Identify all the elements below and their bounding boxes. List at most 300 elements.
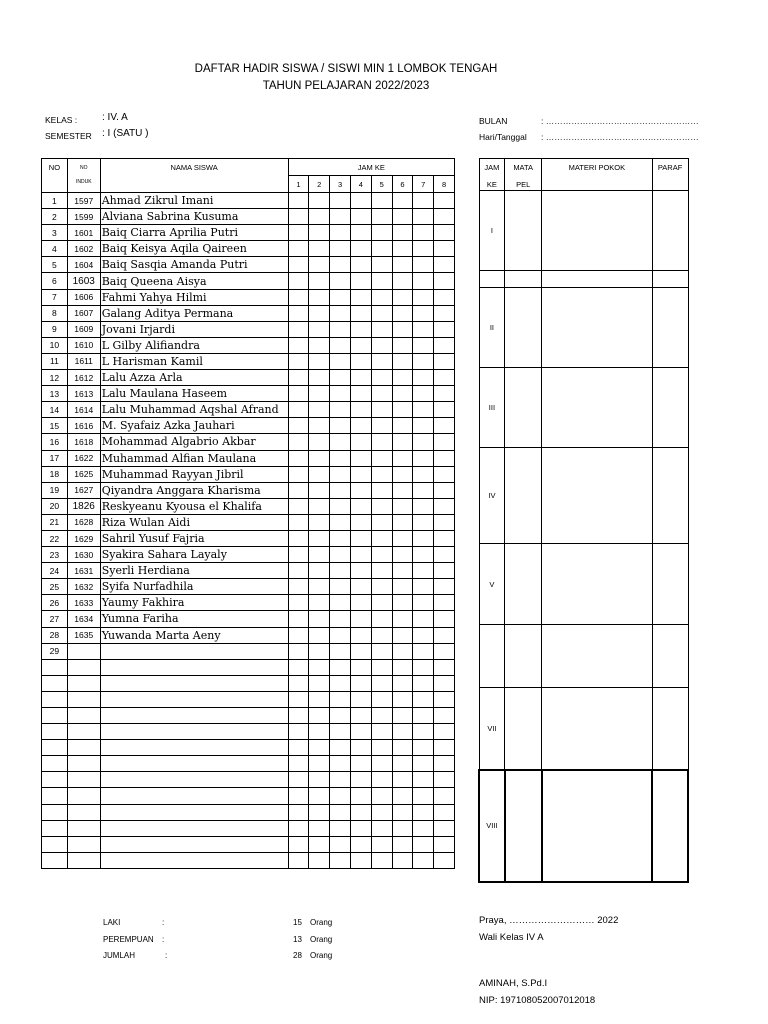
attendance-cell xyxy=(371,579,392,595)
row-no-induk xyxy=(67,836,100,852)
attendance-cell xyxy=(309,209,330,225)
attendance-cell xyxy=(350,257,371,273)
table-row xyxy=(42,370,455,386)
row-number: 21 xyxy=(42,514,68,530)
attendance-cell xyxy=(371,193,392,209)
journal-row xyxy=(479,688,688,770)
table-row xyxy=(42,193,455,209)
attendance-cell xyxy=(371,402,392,418)
row-number xyxy=(42,772,68,788)
journal-row xyxy=(479,191,688,271)
row-number: 7 xyxy=(42,289,68,305)
row-student-name: Galang Aditya Permana xyxy=(100,305,288,321)
row-no-induk: 1601 xyxy=(67,225,100,241)
journal-materi-cell xyxy=(542,625,653,688)
attendance-cell xyxy=(330,498,351,514)
journal-period: VII xyxy=(479,688,505,770)
attendance-cell xyxy=(413,386,434,402)
attendance-cell xyxy=(413,225,434,241)
attendance-cell xyxy=(350,804,371,820)
attendance-cell xyxy=(330,772,351,788)
attendance-cell xyxy=(434,804,455,820)
attendance-cell xyxy=(309,788,330,804)
attendance-cell xyxy=(309,756,330,772)
attendance-cell xyxy=(309,852,330,868)
journal-mapel-cell xyxy=(505,448,542,544)
row-no-induk xyxy=(67,643,100,659)
row-no-induk: 1611 xyxy=(67,353,100,369)
journal-row xyxy=(479,448,688,544)
attendance-cell xyxy=(371,659,392,675)
attendance-cell xyxy=(330,225,351,241)
attendance-cell xyxy=(413,337,434,353)
jam-number-header: 3 xyxy=(330,176,351,193)
row-no-induk: 1633 xyxy=(67,595,100,611)
attendance-cell xyxy=(371,353,392,369)
row-no-induk: 1610 xyxy=(67,337,100,353)
row-no-induk: 1614 xyxy=(67,402,100,418)
place-date: Praya, ……………………… 2022 xyxy=(479,915,619,926)
table-row xyxy=(42,418,455,434)
row-number: 29 xyxy=(42,643,68,659)
attendance-cell xyxy=(371,305,392,321)
attendance-cell xyxy=(309,353,330,369)
journal-materi-cell xyxy=(542,770,653,882)
attendance-cell xyxy=(350,627,371,643)
attendance-cell xyxy=(392,418,413,434)
attendance-cell xyxy=(330,257,351,273)
attendance-cell xyxy=(434,611,455,627)
attendance-cell xyxy=(350,370,371,386)
attendance-cell xyxy=(350,337,371,353)
attendance-cell xyxy=(288,193,309,209)
attendance-cell xyxy=(413,466,434,482)
attendance-cell xyxy=(309,370,330,386)
row-no-induk: 1602 xyxy=(67,241,100,257)
attendance-cell xyxy=(434,337,455,353)
row-number: 6 xyxy=(42,273,68,289)
attendance-cell xyxy=(330,836,351,852)
jumlah-unit: Orang xyxy=(310,951,333,960)
attendance-cell xyxy=(434,708,455,724)
attendance-cell xyxy=(434,675,455,691)
row-number: 15 xyxy=(42,418,68,434)
row-number: 25 xyxy=(42,579,68,595)
attendance-cell xyxy=(309,530,330,546)
attendance-cell xyxy=(288,370,309,386)
attendance-cell xyxy=(288,643,309,659)
semester-value: : I (SATU ) xyxy=(102,128,149,139)
row-student-name: Qiyandra Anggara Kharisma xyxy=(100,482,288,498)
journal-mapel-cell xyxy=(505,544,542,625)
attendance-cell xyxy=(392,611,413,627)
attendance-cell xyxy=(330,209,351,225)
attendance-cell xyxy=(371,563,392,579)
bulan-label: BULAN xyxy=(479,116,508,126)
attendance-cell xyxy=(330,547,351,563)
attendance-cell xyxy=(413,579,434,595)
attendance-cell xyxy=(309,321,330,337)
row-no-induk xyxy=(67,852,100,868)
journal-mapel-cell xyxy=(505,770,542,882)
table-row xyxy=(42,241,455,257)
attendance-cell xyxy=(392,836,413,852)
table-row xyxy=(42,563,455,579)
row-student-name: Baiq Keisya Aqila Qaireen xyxy=(100,241,288,257)
attendance-cell xyxy=(371,273,392,289)
attendance-cell xyxy=(392,209,413,225)
attendance-cell xyxy=(371,772,392,788)
attendance-cell xyxy=(288,563,309,579)
attendance-cell xyxy=(288,772,309,788)
row-student-name: M. Syafaiz Azka Jauhari xyxy=(100,418,288,434)
attendance-cell xyxy=(392,772,413,788)
hari-label: Hari/Tanggal xyxy=(479,132,527,142)
journal-paraf-cell xyxy=(652,625,688,688)
attendance-cell xyxy=(413,482,434,498)
row-number: 11 xyxy=(42,353,68,369)
attendance-cell xyxy=(392,450,413,466)
attendance-cell xyxy=(330,804,351,820)
attendance-cell xyxy=(371,820,392,836)
table-row xyxy=(42,820,455,836)
table-row xyxy=(42,225,455,241)
attendance-cell xyxy=(330,418,351,434)
attendance-cell xyxy=(288,273,309,289)
col-no-induk-line2: INDUK xyxy=(75,179,92,185)
table-row xyxy=(42,708,455,724)
table-row xyxy=(42,595,455,611)
row-number: 9 xyxy=(42,321,68,337)
row-no-induk: 1613 xyxy=(67,386,100,402)
attendance-cell xyxy=(392,724,413,740)
attendance-cell xyxy=(288,820,309,836)
attendance-cell xyxy=(288,514,309,530)
row-no-induk: 1628 xyxy=(67,514,100,530)
journal-materi-cell xyxy=(542,544,653,625)
row-no-induk: 1604 xyxy=(67,257,100,273)
journal-paraf-cell xyxy=(652,544,688,625)
attendance-cell xyxy=(392,402,413,418)
attendance-cell xyxy=(371,450,392,466)
attendance-cell xyxy=(434,450,455,466)
table-row xyxy=(42,466,455,482)
row-number: 2 xyxy=(42,209,68,225)
attendance-cell xyxy=(288,225,309,241)
attendance-cell xyxy=(413,434,434,450)
journal-mapel-cell xyxy=(505,271,542,288)
row-student-name xyxy=(100,836,288,852)
attendance-cell xyxy=(330,708,351,724)
attendance-cell xyxy=(434,225,455,241)
attendance-cell xyxy=(309,643,330,659)
attendance-cell xyxy=(288,836,309,852)
attendance-cell xyxy=(350,724,371,740)
attendance-cell xyxy=(434,563,455,579)
attendance-cell xyxy=(371,595,392,611)
attendance-cell xyxy=(309,466,330,482)
semester-label: SEMESTER xyxy=(45,131,92,141)
col-jam-ke-line2: KE xyxy=(486,180,497,189)
attendance-cell xyxy=(371,418,392,434)
table-row xyxy=(42,305,455,321)
attendance-cell xyxy=(309,273,330,289)
attendance-cell xyxy=(330,273,351,289)
journal-mapel-cell xyxy=(505,688,542,770)
row-no-induk: 1603 xyxy=(67,273,100,289)
attendance-cell xyxy=(309,675,330,691)
row-student-name: Ahmad Zikrul Imani xyxy=(100,193,288,209)
attendance-cell xyxy=(413,193,434,209)
journal-materi-cell xyxy=(542,288,653,368)
attendance-cell xyxy=(288,804,309,820)
attendance-cell xyxy=(392,305,413,321)
attendance-cell xyxy=(330,740,351,756)
attendance-cell xyxy=(288,691,309,707)
journal-mapel-cell xyxy=(505,625,542,688)
attendance-cell xyxy=(309,434,330,450)
row-number xyxy=(42,675,68,691)
attendance-cell xyxy=(288,611,309,627)
attendance-cell xyxy=(309,193,330,209)
row-number xyxy=(42,708,68,724)
attendance-cell xyxy=(330,289,351,305)
attendance-cell xyxy=(434,530,455,546)
row-number: 8 xyxy=(42,305,68,321)
row-number: 19 xyxy=(42,482,68,498)
attendance-cell xyxy=(413,691,434,707)
row-number: 22 xyxy=(42,530,68,546)
attendance-cell xyxy=(434,257,455,273)
table-row xyxy=(42,611,455,627)
attendance-cell xyxy=(371,321,392,337)
row-no-induk: 1629 xyxy=(67,530,100,546)
attendance-cell xyxy=(413,418,434,434)
attendance-cell xyxy=(309,595,330,611)
col-no-induk-line1: NO xyxy=(80,165,88,171)
jumlah-colon: : xyxy=(165,951,168,960)
attendance-cell xyxy=(413,611,434,627)
col-mapel-line1: MATA xyxy=(513,163,534,172)
attendance-cell xyxy=(288,386,309,402)
attendance-cell xyxy=(392,659,413,675)
attendance-cell xyxy=(330,563,351,579)
row-number xyxy=(42,691,68,707)
perempuan-value: 13 xyxy=(293,935,302,944)
row-student-name: Riza Wulan Aidi xyxy=(100,514,288,530)
attendance-cell xyxy=(434,321,455,337)
attendance-cell xyxy=(434,498,455,514)
attendance-cell xyxy=(413,530,434,546)
attendance-cell xyxy=(350,788,371,804)
attendance-cell xyxy=(434,353,455,369)
row-student-name xyxy=(100,724,288,740)
attendance-cell xyxy=(350,563,371,579)
row-student-name: Mohammad Algabrio Akbar xyxy=(100,434,288,450)
attendance-cell xyxy=(413,563,434,579)
table-row xyxy=(42,321,455,337)
attendance-cell xyxy=(392,482,413,498)
attendance-cell xyxy=(392,675,413,691)
journal-period: II xyxy=(479,288,505,368)
attendance-cell xyxy=(434,514,455,530)
signer-name: AMINAH, S.Pd.I xyxy=(479,978,548,989)
attendance-cell xyxy=(288,708,309,724)
attendance-cell xyxy=(288,675,309,691)
row-student-name xyxy=(100,804,288,820)
attendance-cell xyxy=(350,530,371,546)
row-number: 4 xyxy=(42,241,68,257)
attendance-cell xyxy=(371,434,392,450)
row-number: 24 xyxy=(42,563,68,579)
jam-number-header: 4 xyxy=(350,176,371,193)
row-number: 16 xyxy=(42,434,68,450)
laki-colon: : xyxy=(162,918,165,927)
row-number: 26 xyxy=(42,595,68,611)
attendance-cell xyxy=(330,530,351,546)
attendance-cell xyxy=(350,852,371,868)
attendance-cell xyxy=(330,627,351,643)
table-row xyxy=(42,498,455,514)
attendance-cell xyxy=(392,852,413,868)
row-number: 13 xyxy=(42,386,68,402)
attendance-cell xyxy=(434,820,455,836)
journal-materi-cell xyxy=(542,688,653,770)
row-student-name xyxy=(100,756,288,772)
row-student-name: Syifa Nurfadhila xyxy=(100,579,288,595)
attendance-cell xyxy=(371,675,392,691)
col-jam-header: JAM KE xyxy=(288,159,454,176)
row-no-induk: 1616 xyxy=(67,418,100,434)
attendance-cell xyxy=(309,289,330,305)
attendance-cell xyxy=(434,193,455,209)
attendance-cell xyxy=(392,643,413,659)
attendance-cell xyxy=(413,772,434,788)
attendance-cell xyxy=(350,836,371,852)
attendance-cell xyxy=(413,273,434,289)
attendance-cell xyxy=(350,659,371,675)
attendance-cell xyxy=(434,579,455,595)
attendance-cell xyxy=(309,498,330,514)
attendance-cell xyxy=(309,627,330,643)
jam-number-header: 5 xyxy=(371,176,392,193)
col-paraf-header: PARAF xyxy=(652,159,688,191)
table-row xyxy=(42,257,455,273)
attendance-cell xyxy=(330,321,351,337)
table-row xyxy=(42,804,455,820)
row-student-name xyxy=(100,659,288,675)
row-student-name: Alviana Sabrina Kusuma xyxy=(100,209,288,225)
attendance-cell xyxy=(350,305,371,321)
row-student-name: Syerli Herdiana xyxy=(100,563,288,579)
page-title: DAFTAR HADIR SISWA / SISWI MIN 1 LOMBOK TENGAH xyxy=(194,63,498,75)
laki-value: 15 xyxy=(293,918,302,927)
row-no-induk: 1634 xyxy=(67,611,100,627)
attendance-cell xyxy=(371,691,392,707)
row-student-name: Baiq Queena Aisya xyxy=(100,273,288,289)
attendance-table xyxy=(41,158,455,869)
row-no-induk: 1606 xyxy=(67,289,100,305)
table-row xyxy=(42,547,455,563)
attendance-cell xyxy=(350,225,371,241)
attendance-cell xyxy=(288,321,309,337)
table-row xyxy=(42,337,455,353)
attendance-cell xyxy=(413,305,434,321)
table-row xyxy=(42,402,455,418)
journal-paraf-cell xyxy=(652,688,688,770)
table-row xyxy=(42,740,455,756)
attendance-cell xyxy=(288,353,309,369)
attendance-cell xyxy=(330,820,351,836)
kelas-label: KELAS : xyxy=(45,115,78,125)
table-header-row xyxy=(42,159,455,176)
attendance-cell xyxy=(350,241,371,257)
attendance-cell xyxy=(350,772,371,788)
attendance-cell xyxy=(392,257,413,273)
row-student-name: Baiq Sasqia Amanda Putri xyxy=(100,257,288,273)
attendance-cell xyxy=(330,450,351,466)
attendance-cell xyxy=(434,241,455,257)
attendance-cell xyxy=(309,305,330,321)
attendance-cell xyxy=(309,241,330,257)
attendance-cell xyxy=(350,514,371,530)
attendance-cell xyxy=(350,209,371,225)
row-student-name: Lalu Muhammad Aqshal Afrand xyxy=(100,402,288,418)
attendance-cell xyxy=(413,353,434,369)
attendance-cell xyxy=(392,756,413,772)
attendance-cell xyxy=(434,434,455,450)
attendance-cell xyxy=(392,691,413,707)
attendance-cell xyxy=(330,402,351,418)
attendance-cell xyxy=(288,627,309,643)
attendance-cell xyxy=(350,756,371,772)
attendance-cell xyxy=(413,370,434,386)
table-row xyxy=(42,643,455,659)
attendance-cell xyxy=(434,788,455,804)
signer-role: Wali Kelas IV A xyxy=(479,932,544,943)
row-number: 10 xyxy=(42,337,68,353)
col-jam-ke-line1: JAM xyxy=(484,163,500,172)
col-mapel-header xyxy=(505,159,542,191)
attendance-cell xyxy=(330,370,351,386)
row-student-name: Muhammad Alfian Maulana xyxy=(100,450,288,466)
attendance-cell xyxy=(350,273,371,289)
attendance-cell xyxy=(371,708,392,724)
attendance-cell xyxy=(330,305,351,321)
attendance-cell xyxy=(350,708,371,724)
attendance-cell xyxy=(350,434,371,450)
col-nama-header: NAMA SISWA xyxy=(100,159,288,193)
attendance-cell xyxy=(288,241,309,257)
row-student-name: Syakira Sahara Layaly xyxy=(100,547,288,563)
attendance-cell xyxy=(288,450,309,466)
attendance-cell xyxy=(413,820,434,836)
attendance-cell xyxy=(413,321,434,337)
table-row xyxy=(42,756,455,772)
attendance-cell xyxy=(309,257,330,273)
attendance-cell xyxy=(309,611,330,627)
row-student-name: Lalu Azza Arla xyxy=(100,370,288,386)
row-no-induk xyxy=(67,708,100,724)
attendance-cell xyxy=(330,756,351,772)
row-student-name: L Harisman Kamil xyxy=(100,353,288,369)
journal-period xyxy=(479,271,505,288)
attendance-cell xyxy=(330,659,351,675)
attendance-cell xyxy=(413,675,434,691)
row-number: 27 xyxy=(42,611,68,627)
row-student-name: Sahril Yusuf Fajria xyxy=(100,530,288,546)
journal-row xyxy=(479,368,688,448)
